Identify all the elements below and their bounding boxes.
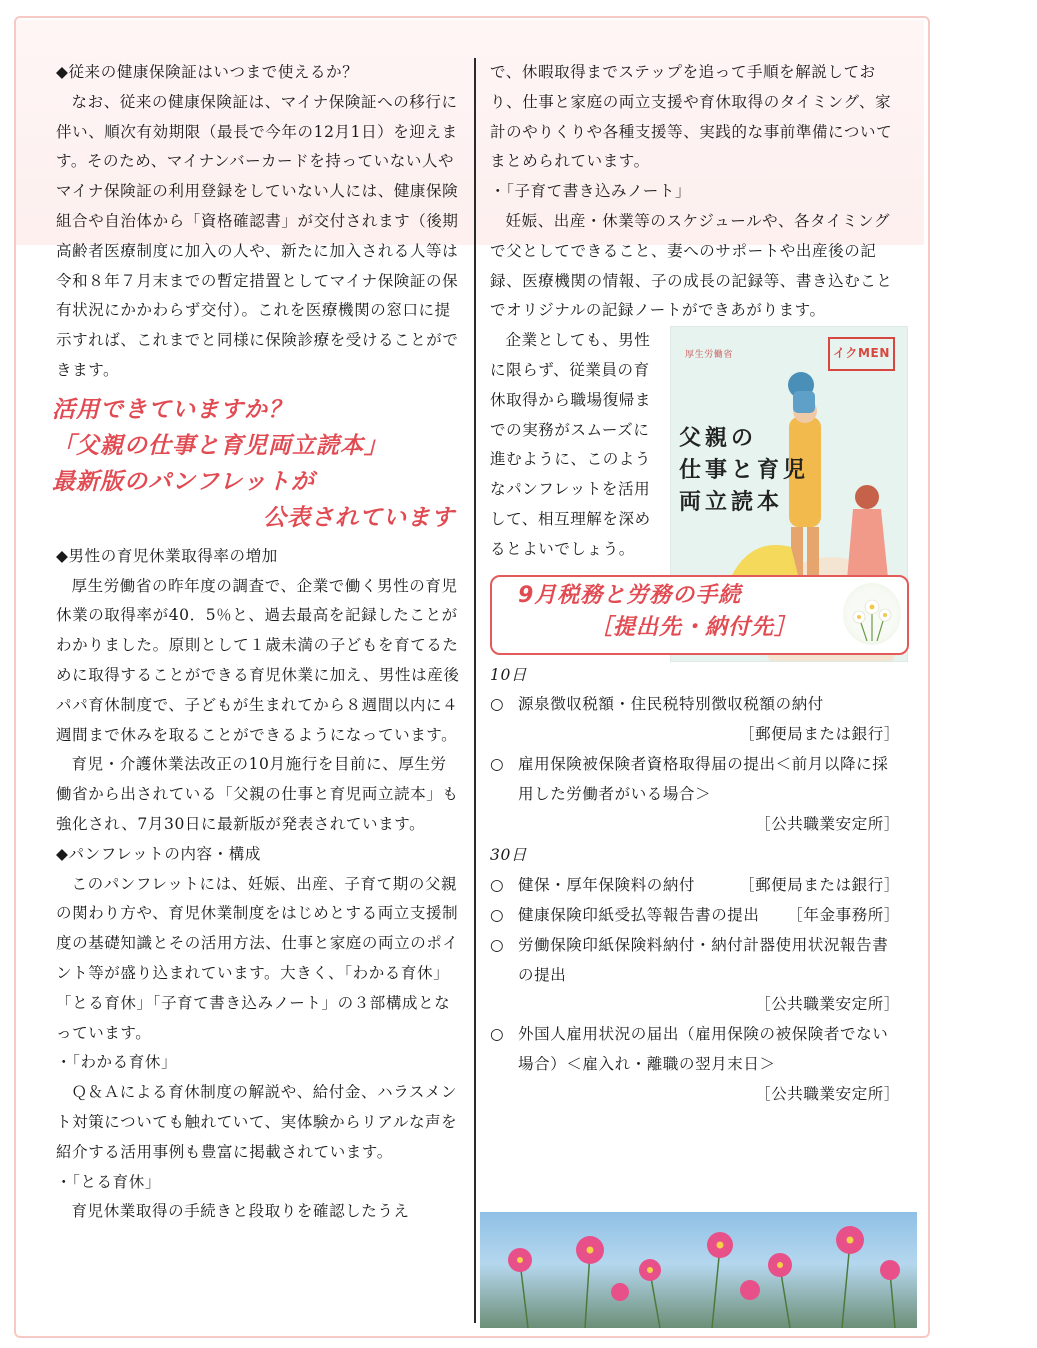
- paternity-rate-body-1: 厚生労働省の昨年度の調査で、企業で働く男性の育児休業の取得率が40．5％と、過去最高を記録したことがわかりました。原則として１歳未満の子どもを育てるために取得することができる育児休業に加え、男性は産後パパ育休制度で、子どもが生まれてから８週間以内に４週間まで休みを取ることができるようになっています。: [56, 576, 460, 744]
- promo-line-4: 公表されています: [263, 504, 455, 531]
- item-destination: ［郵便局または銀行］: [738, 725, 900, 744]
- tax-title-sub: ［提出先・納付先］: [590, 614, 798, 640]
- ministry-logo: 厚生労働省: [685, 350, 734, 361]
- column-divider: [474, 58, 476, 1323]
- list-item: [490, 901, 900, 931]
- item-row: [518, 901, 900, 931]
- bullet-toru-body: 育児休業取得の手続きと段取りを確認したうえ: [71, 1202, 410, 1221]
- list-item: [490, 871, 900, 901]
- tax-title-main: 9月税務と労務の手続: [518, 582, 742, 608]
- list-item: [490, 690, 900, 720]
- promo-line-1: 活用できていますか？: [52, 396, 292, 423]
- promo-line-2: 「父親の仕事と育児両立読本」: [52, 432, 388, 459]
- list-item: [490, 750, 900, 810]
- circle-bullet-icon: ○: [490, 876, 505, 895]
- promo-line-3: 最新版のパンフレットが: [52, 468, 315, 495]
- right-column: [490, 58, 900, 1110]
- bullet-toru-title: ・「とる育休」: [56, 1172, 161, 1191]
- item-text: 健康保険印紙受払等報告書の提出: [518, 905, 760, 924]
- cosmos-flower-icon: [843, 583, 901, 645]
- circle-bullet-icon: ○: [490, 905, 505, 924]
- item-destination: ［公共職業安定所］: [755, 995, 900, 1014]
- cosmos-photo: [480, 1212, 917, 1328]
- promo-headline: [52, 392, 461, 536]
- left-column: [52, 58, 461, 1227]
- tax-procedure-title-box: [490, 575, 909, 655]
- closing-paragraph: 企業としても、男性に限らず、従業員の育休取得から職場復帰までの実務がスムーズに進むように、このようなパンフレットを活用して、相互理解を深めるとよいでしょう。: [490, 331, 652, 558]
- section-heading-pamphlet-content: ◆パンフレットの内容・構成: [56, 844, 261, 863]
- item-row: [518, 871, 900, 901]
- circle-bullet-icon: ○: [490, 935, 505, 954]
- circle-bullet-icon: ○: [490, 695, 505, 714]
- bullet-wakaru-body: Ｑ＆Ａによる育休制度の解説や、給付金、ハラスメント対策についても触れていて、実体験からリアルな声を紹介する活用事例も豊富に掲載されています。: [56, 1083, 458, 1161]
- list-item: [490, 931, 900, 991]
- item-text: 労働保険印紙保険料納付・納付計器使用状況報告書の提出: [518, 935, 889, 984]
- bullet-note-body: 妊娠、出産・休業等のスケジュールや、各タイミングで父としてできること、妻へのサポートや出産後の記録、医療機関の情報、子の成長の記録等、書き込むことでオリジナルの記録ノートができあがります。: [490, 211, 893, 320]
- bullet-note-title: ・「子育て書き込みノート」: [490, 182, 692, 201]
- pamphlet-content-body: このパンフレットには、妊娠、出産、子育て期の父親の関わり方や、育児休業制度をはじめとする両立支援制度の基礎知識とその活用方法、仕事と家庭の両立のポイント等が盛り込まれています。大きく、「わかる育休」「とる育休」「子育て書き込みノート」の３部構成となっています。: [56, 874, 459, 1042]
- item-destination: ［郵便局または銀行］: [738, 876, 900, 895]
- item-text: 雇用保険被保険者資格取得届の提出＜前月以降に採用した労働者がいる場合＞: [518, 754, 889, 803]
- ikumen-logo: イクMEN: [828, 337, 895, 371]
- paternity-rate-body-2: 育児・介護休業法改正の10月施行を目前に、厚生労働省から出されている「父親の仕事と育児両立読本」も強化され、7月30日に最新版が発表されています。: [56, 755, 459, 833]
- item-text: 健保・厚年保険料の納付: [518, 876, 696, 895]
- section-heading-insurance-card: ◆従来の健康保険証はいつまで使えるか？: [56, 63, 359, 81]
- item-destination: ［年金事務所］: [787, 905, 900, 924]
- bullet-wakaru-title: ・「わかる育休」: [56, 1053, 178, 1072]
- item-destination: ［公共職業安定所］: [755, 1084, 900, 1103]
- deadline-day-30: 30日: [490, 846, 528, 865]
- circle-bullet-icon: ○: [490, 754, 505, 773]
- list-item: [490, 1020, 900, 1080]
- circle-bullet-icon: ○: [490, 1025, 505, 1044]
- deadline-day-10: 10日: [490, 665, 528, 684]
- item-text: 源泉徴収税額・住民税特別徴収税額の納付: [518, 695, 824, 714]
- item-text: 外国人雇用状況の届出（雇用保険の被保険者でない場合）＜雇入れ・離職の翌月末日＞: [518, 1025, 889, 1073]
- toru-continued: で、休暇取得までステップを追って手順を解説しており、仕事と家庭の両立支援や育休取得のタイミング、家計のやりくりや各種支援等、実践的な事前準備についてまとめられています。: [490, 63, 893, 171]
- closing-with-pamphlet: [490, 326, 900, 564]
- pamphlet-title: 父親の 仕事と育児 両立読本: [679, 426, 810, 516]
- item-destination: ［公共職業安定所］: [755, 814, 900, 833]
- insurance-card-body: なお、従来の健康保険証は、マイナ保険証への移行に伴い、順次有効期限（最長で今年の12月1日）を迎えます。そのため、マイナンバーカードを持っていない人やマイナ保険証の利用登録をしていない人には、健康保険組合や自治体から「資格確認書」が交付されます（後期高齢者医療制度に加入の人や、新たに加入される人等は令和８年７月末までの暫定措置としてマイナ保険証の保有状況にかかわらず交付）。これを医療機関の窓口に提示すれば、これまでと同様に保険診療を受けることができます。: [56, 92, 459, 379]
- section-heading-paternity-rate: ◆男性の育児休業取得率の増加: [56, 546, 278, 565]
